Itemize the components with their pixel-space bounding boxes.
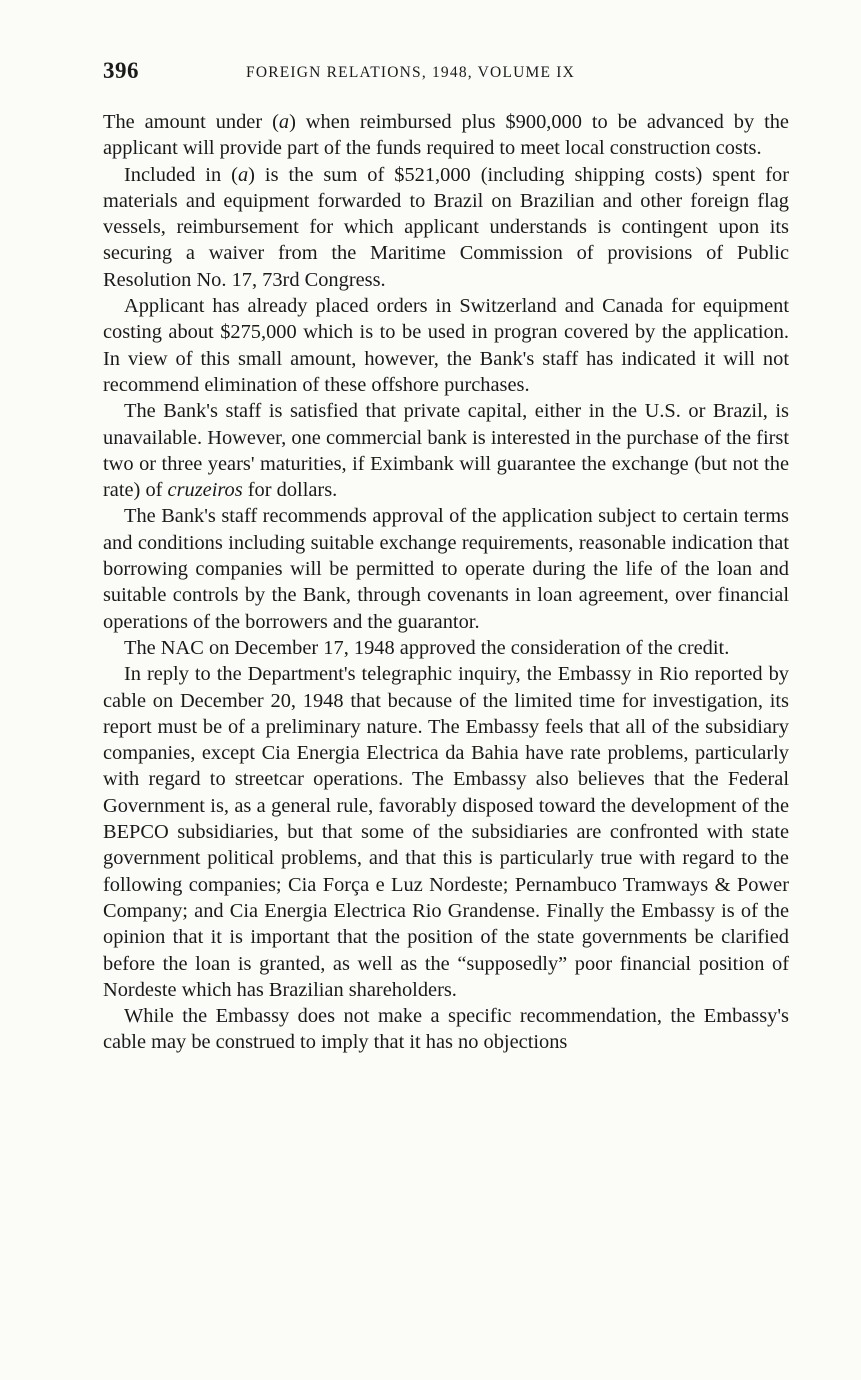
paragraph-3: Applicant has already placed orders in Switzerland and Canada for equipment costing about $275,000 which is to be used in progran covered by the application. In view of this small amount, however, the Bank's staff has indicated it will not recommend elimination of these offshore purchases. (103, 295, 789, 396)
paragraph-5: The Bank's staff recommends approval of the application subject to certain terms and conditions including suitable exchange requirements, reasonable indication that borrowing companies will be permitted to operate during the life of the loan and suitable controls by the Bank, through covenants in loan agreement, over financial operations of the borrowers and the guarantor. (103, 505, 789, 633)
paragraph-6: The NAC on December 17, 1948 approved the consideration of the credit. (124, 636, 730, 659)
paragraph-4: The Bank's staff is satisfied that private capital, either in the U.S. or Brazil, is unavailable. However, one commercial bank is interested in the purchase of the first two or three years' maturities, if Eximbank will guarantee the exchange (but not the rate) of cruzeiros for dollars. (103, 400, 789, 502)
document-page (103, 58, 789, 1056)
paragraph-2: Included in (a) is the sum of $521,000 (including shipping costs) spent for materials and equipment forwarded to Brazil on Brazilian and other foreign flag vessels, reimbursement for which applicant understands is contingent upon its securing a waiver from the Maritime Commission of provisions of Public Resolution No. 17, 73rd Congress. (103, 163, 790, 291)
paragraph-7: In reply to the Department's telegraphic inquiry, the Embassy in Rio reported by cable on December 20, 1948 that because of the limited time for investigation, its report must be of a preliminary nature. The Embassy feels that all of the subsidiary companies, except Cia Energia Electrica da Bahia have rate problems, particularly with regard to streetcar operations. The Embassy also believes that the Federal Government is, as a general rule, favorably disposed toward the development of the BEPCO subsidiaries, but that some of the subsidiaries are confronted with state government political problems, and that this is particularly true with regard to the following companies; Cia Força e Luz Nordeste; Pernambuco Tramways & Power Company; and Cia Energia Electrica Rio Grandense. Finally the Embassy is of the opinion that it is important that the position of the state governments be clarified before the loan is granted, as well as the “supposedly” poor financial position of Nordeste which has Brazilian shareholders. (103, 663, 789, 1001)
body-text (103, 109, 789, 1056)
page-number: 396 (103, 58, 139, 83)
running-head (103, 58, 789, 92)
paragraph-8: While the Embassy does not make a specific recommendation, the Embassy's cable may be construed to imply that it has no objections (103, 1005, 789, 1054)
header-title: FOREIGN RELATIONS, 1948, VOLUME IX (246, 64, 575, 81)
paragraph-1: The amount under (a) when reimbursed plus $900,000 to be advanced by the applicant will provide part of the funds required to meet local construction costs. (103, 111, 789, 160)
